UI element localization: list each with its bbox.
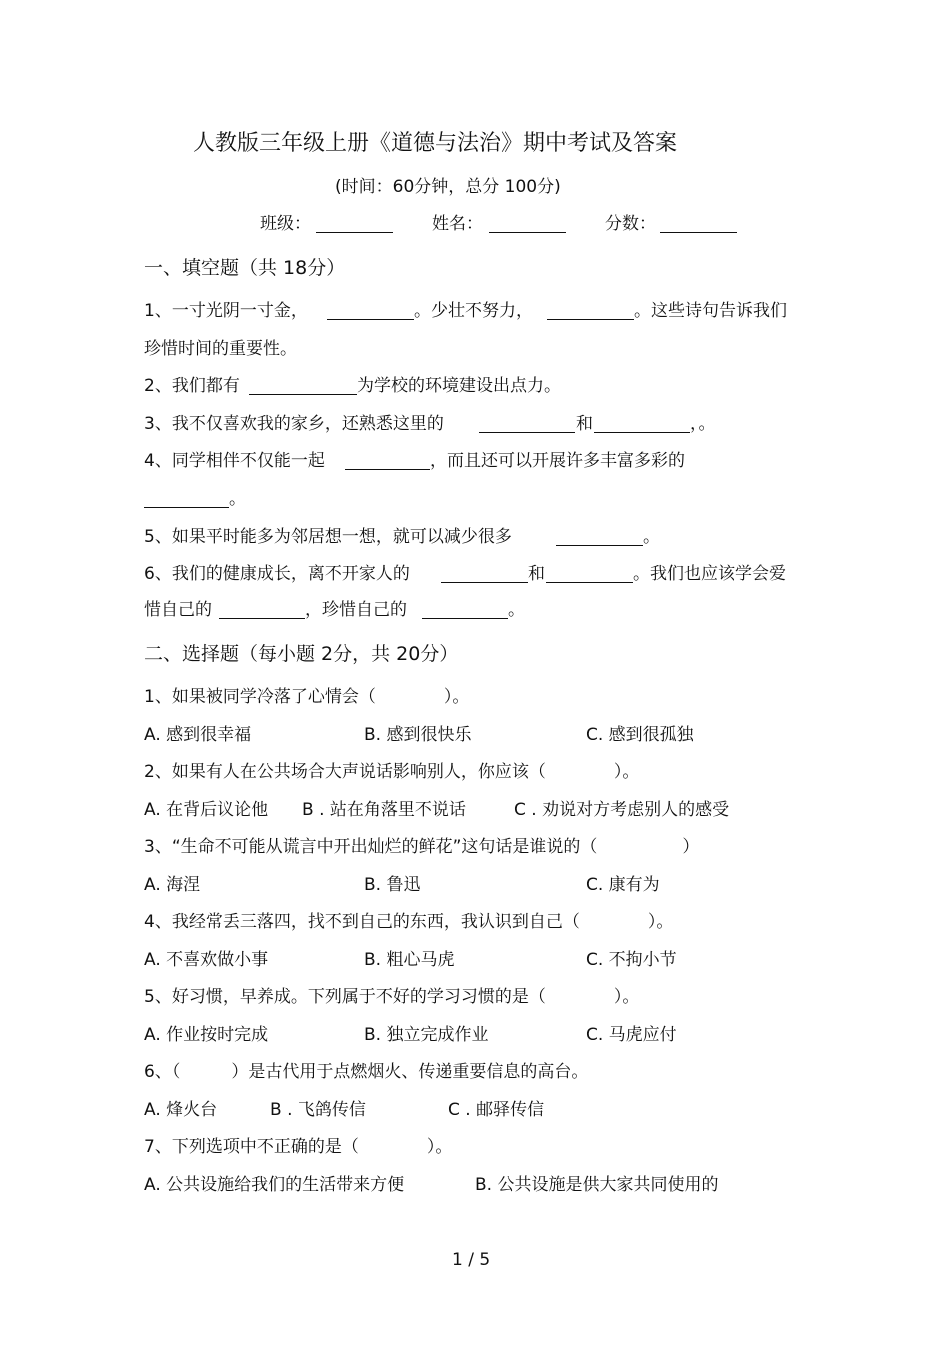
q1-blank-1 — [327, 303, 414, 320]
exam-info: (时间：60分钟，总分 100分) — [335, 177, 561, 197]
page-number: 1 / 5 — [452, 1250, 491, 1270]
q3-blank-1 — [479, 416, 575, 433]
q3-text-b: 和 — [576, 414, 593, 434]
mc-q2-option-c: C . 劝说对方考虑别人的感受 — [514, 800, 730, 820]
mc-q2-stem: 2、如果有人在公共场合大声说话影响别人，你应该（ ）。 — [144, 762, 640, 782]
q5-text-a: 5、如果平时能多为邻居想一想，就可以减少很多 — [144, 527, 512, 547]
section-heading-choice: 二、选择题（每小题 2分，共 20分） — [144, 643, 459, 665]
name-label: 姓名： — [432, 214, 483, 234]
mc-q5-option-b: B. 独立完成作业 — [364, 1025, 489, 1045]
section-heading-fill-in: 一、填空题（共 18分） — [144, 257, 346, 279]
mc-q3-stem: 3、“生命不可能从谎言中开出灿烂的鲜花”这句话是谁说的（ ） — [144, 837, 700, 857]
mc-q2-option-a: A. 在背后议论他 — [144, 800, 269, 820]
q2-text-b: 为学校的环境建设出点力。 — [357, 376, 561, 396]
q6-text-b: 和 — [528, 564, 545, 584]
mc-q6-option-c: C . 邮驿传信 — [448, 1100, 545, 1120]
mc-q3-option-c: C. 康有为 — [586, 875, 660, 895]
mc-q5-stem: 5、好习惯，早养成。下列属于不好的学习习惯的是（ ）。 — [144, 987, 640, 1007]
q3-text-a: 3、我不仅喜欢我的家乡，还熟悉这里的 — [144, 414, 444, 434]
q1-text-b: 。少壮不努力， — [414, 301, 533, 321]
score-blank — [660, 216, 737, 233]
q6-blank-1 — [441, 566, 528, 583]
mc-q4-stem: 4、我经常丢三落四，找不到自己的东西，我认识到自己（ ）。 — [144, 912, 674, 932]
q1-text-d: 珍惜时间的重要性。 — [144, 339, 297, 359]
mc-q6-option-b: B . 飞鸽传信 — [270, 1100, 366, 1120]
q6-blank-4 — [422, 602, 508, 619]
q6-blank-3 — [219, 602, 305, 619]
mc-q7-option-b: B. 公共设施是供大家共同使用的 — [475, 1175, 719, 1195]
mc-q1-option-a: A. 感到很幸福 — [144, 725, 252, 745]
q1-text-c: 。这些诗句告诉我们 — [634, 301, 787, 321]
q5-blank — [556, 529, 643, 546]
mc-q1-stem: 1、如果被同学冷落了心情会（ ）。 — [144, 687, 470, 707]
q2-text-a: 2、我们都有 — [144, 376, 240, 396]
mc-q4-option-b: B. 粗心马虎 — [364, 950, 455, 970]
q6-text-e: ，珍惜自己的 — [305, 600, 407, 620]
q4-text-b: ，而且还可以开展许多丰富多彩的 — [430, 451, 685, 471]
q6-blank-2 — [546, 566, 633, 583]
mc-q5-option-a: A. 作业按时完成 — [144, 1025, 269, 1045]
q5-text-b: 。 — [643, 527, 660, 547]
q3-text-c: ，。 — [690, 414, 716, 434]
mc-q5-option-c: C. 马虎应付 — [586, 1025, 677, 1045]
q6-text-a: 6、我们的健康成长，离不开家人的 — [144, 564, 410, 584]
mc-q4-option-c: C. 不拘小节 — [586, 950, 677, 970]
mc-q1-option-c: C. 感到很孤独 — [586, 725, 694, 745]
page-title: 人教版三年级上册《道德与法治》期中考试及答案 — [193, 131, 678, 156]
q3-blank-2 — [594, 416, 690, 433]
q4-text-c: 。 — [229, 489, 246, 509]
mc-q6-stem: 6、（ ）是古代用于点燃烟火、传递重要信息的高台。 — [144, 1062, 589, 1082]
q6-text-f: 。 — [508, 600, 525, 620]
mc-q1-option-b: B. 感到很快乐 — [364, 725, 472, 745]
mc-q6-option-a: A. 烽火台 — [144, 1100, 218, 1120]
q4-blank-2 — [144, 491, 229, 508]
score-label: 分数： — [605, 214, 656, 234]
mc-q3-option-a: A. 海涅 — [144, 875, 201, 895]
q4-text-a: 4、同学相伴不仅能一起 — [144, 451, 325, 471]
q2-blank — [249, 378, 357, 395]
mc-q3-option-b: B. 鲁迅 — [364, 875, 421, 895]
q6-text-c: 。我们也应该学会爱 — [633, 564, 786, 584]
mc-q7-option-a: A. 公共设施给我们的生活带来方便 — [144, 1175, 405, 1195]
q6-text-d: 惜自己的 — [144, 600, 212, 620]
class-blank — [316, 216, 393, 233]
q4-blank-1 — [345, 453, 430, 470]
mc-q2-option-b: B . 站在角落里不说话 — [302, 800, 466, 820]
q1-text-a: 1、一寸光阴一寸金， — [144, 301, 308, 321]
name-blank — [489, 216, 566, 233]
q1-blank-2 — [547, 303, 634, 320]
mc-q7-stem: 7、下列选项中不正确的是（ ）。 — [144, 1137, 453, 1157]
mc-q4-option-a: A. 不喜欢做小事 — [144, 950, 269, 970]
class-label: 班级： — [260, 214, 311, 234]
